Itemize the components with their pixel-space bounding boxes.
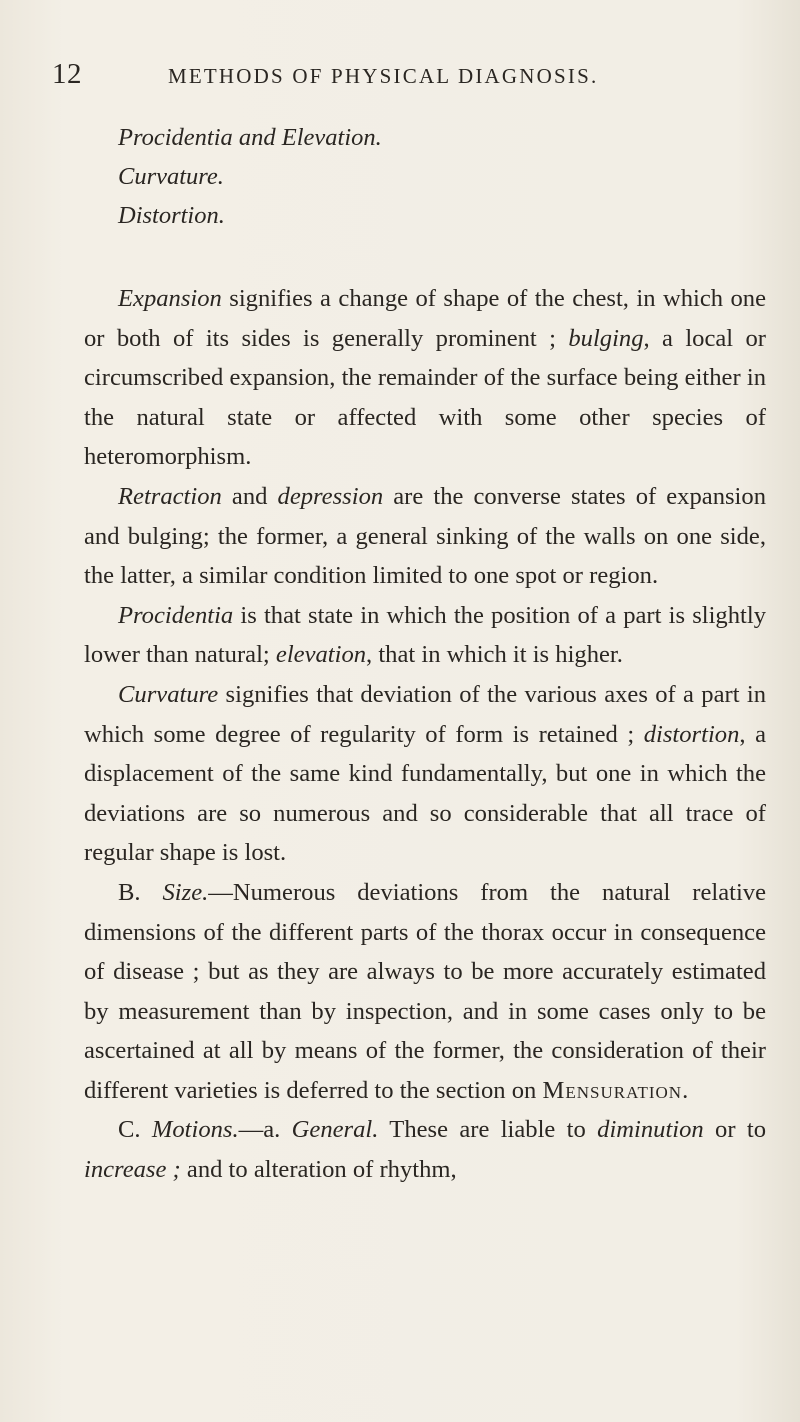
body-text (84, 279, 766, 1190)
text: or to (703, 1116, 767, 1144)
term-mensuration: Mensuration (542, 1076, 683, 1104)
subheading-list (118, 118, 758, 235)
text: , a displacement of the same kind fundamentally, but one in which the deviations are so numerous and so considerable that all trace of regular shape is lost. (84, 720, 766, 867)
paragraph-expansion (84, 279, 766, 477)
subheading-procidentia: Procidentia and Elevation. (118, 124, 382, 151)
term-curvature: Curvature (118, 680, 219, 708)
text: signifies that deviation of the various axes of a part in which some degree of regularity of form is retained ; (84, 680, 766, 748)
term-motions: Motions. (151, 1116, 239, 1144)
paragraph-retraction (84, 477, 766, 596)
term-distortion: distortion (643, 720, 740, 748)
paragraph-curvature (84, 675, 766, 873)
text: . (682, 1076, 689, 1104)
term-diminution: diminution (597, 1116, 704, 1144)
term-general: General. (291, 1116, 379, 1144)
term-depression: depression (277, 482, 384, 510)
term-elevation: elevation (275, 641, 367, 669)
text: and (221, 482, 278, 510)
term-increase: increase ; (84, 1156, 181, 1184)
text: , a local or circumscribed expansion, the remainder of the surface being either in the natural state or affected with some other species of heteromorphism. (84, 324, 766, 471)
paragraph-motions (84, 1110, 766, 1189)
running-head: METHODS OF PHYSICAL DIAGNOSIS. (168, 64, 599, 88)
text: —Numerous deviations from the natural relative dimensions of the different parts of the thorax occur in consequence of disease ; but as they are always to be more accurately estimated by measurement than by inspection, and in some cases only to be ascertained at all by means of the former, the consideration of their different varieties is deferred to the section on (84, 878, 766, 1104)
text: is that state in which the position of a part is slightly lower than natural; (84, 601, 766, 669)
term-expansion: Expansion (118, 285, 222, 312)
term-retraction: Retraction (118, 482, 222, 510)
text: signifies a change of shape of the chest, in which one or both of its sides is generally prominent ; (84, 285, 766, 352)
term-procidentia: Procidentia (118, 601, 234, 629)
paragraph-procidentia (84, 596, 766, 675)
text: —a. (238, 1116, 292, 1144)
text: and to alteration of rhythm, (180, 1156, 457, 1184)
text: C. (118, 1116, 152, 1144)
text: are the converse states of expansion and bulging; the former, a general sinking of the walls on one side, the latter, a similar condition limited to one spot or region. (84, 482, 766, 590)
subheading-distortion: Distortion. (118, 202, 225, 229)
page-number: 12 (52, 58, 82, 90)
subheading-curvature: Curvature. (118, 163, 224, 190)
page-header (50, 58, 750, 94)
text: B. (118, 878, 163, 906)
term-bulging: bulging (568, 324, 644, 352)
text: , that in which it is higher. (366, 641, 623, 669)
text: These are liable to (378, 1116, 598, 1144)
paragraph-size (84, 873, 766, 1111)
term-size: Size. (162, 878, 209, 906)
